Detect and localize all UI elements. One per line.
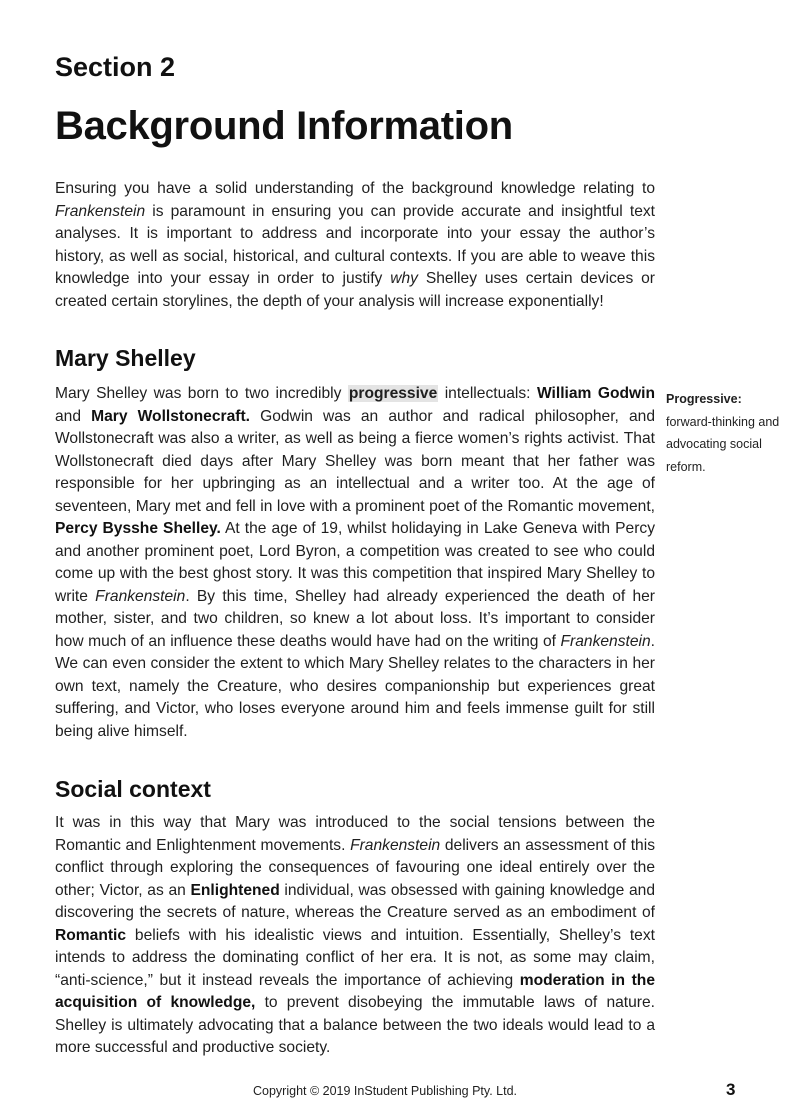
bold-name: Percy Bysshe Shelley. <box>55 520 221 537</box>
intro-text: Ensuring you have a solid understanding of the background knowledge relating to <box>55 180 655 197</box>
book-title: Frankenstein <box>350 836 441 854</box>
body-text: intellectuals: <box>438 385 537 402</box>
body-text: . We can even consider the extent to which Mary Shelley relates to the characters in her own text, namely the Creature, who desires companionship but experiences great suffering, and Victor, who loses everyone around him and feels immense guilt for still being alive himself. <box>55 632 655 740</box>
body-text: Mary Shelley was born to two incredibly <box>55 385 348 402</box>
glossary-term: Progressive: <box>666 392 742 406</box>
mary-shelley-paragraph <box>55 383 655 743</box>
book-title: Frankenstein <box>95 587 186 605</box>
intro-paragraph <box>55 178 655 313</box>
glossary-definition: forward-thinking and advocating social reform. <box>666 414 780 474</box>
body-text: individual, was obsessed with gaining knowledge and discovering the secrets of nature, whereas the Creature served as an embodiment of <box>55 881 655 921</box>
social-context-paragraph <box>55 812 655 1060</box>
bold-term: Romantic <box>55 926 127 944</box>
page-title: Background Information <box>55 104 513 148</box>
glossary-sidenote <box>666 388 781 478</box>
intro-book-title: Frankenstein <box>55 202 146 220</box>
glossary-highlight-term: progressive <box>348 385 438 402</box>
intro-text: Shelley uses certain devices or created certain storylines, the depth of your analysis will increase exponentially! <box>55 270 655 310</box>
body-text: beliefs with his idealistic views and intuition. Essentially, Shelley’s text intends to address the dominating conflict of her era. It is not, as some may claim, “anti-science,” but it instead reveals the importance of achieving <box>55 926 655 989</box>
body-text: and <box>55 407 92 425</box>
body-text: delivers an assessment of this conflict through exploring the consequences of favouring one ideal entirely over the other; Victor, as an <box>55 836 655 899</box>
body-text: It was in this way that Mary was introduced to the social tensions between the Romantic and Enlightenment movements. <box>55 814 655 854</box>
social-context-heading: Social context <box>55 776 211 802</box>
page-footer <box>0 1080 790 1104</box>
bold-name: William Godwin <box>536 385 655 402</box>
body-text: Godwin was an author and radical philosopher, and Wollstonecraft was also a writer, as well as being a fierce women’s rights activist. That Wollstonecraft died days after Mary Shelley was born meant that her father was responsible for her upbringing as an intellectual and a writer too. At the age of seventeen, Mary met and fell in love with a prominent poet of the Romantic movement, <box>55 407 655 515</box>
body-text: At the age of 19, whilst holidaying in Lake Geneva with Percy and another prominent poet, Lord Byron, a competition was created to see who could come up with the best ghost story. It was this competition that inspired Mary Shelley to write <box>55 520 655 605</box>
section-label: Section 2 <box>55 52 176 82</box>
bold-term: Enlightened <box>190 881 280 899</box>
body-text: to prevent disobeying the immutable laws of nature. Shelley is ultimately advocating that a balance between the two ideals would lead to a more successful and productive society. <box>55 994 656 1056</box>
copyright-notice: Copyright © 2019 InStudent Publishing Pty. Ltd. <box>253 1084 518 1098</box>
intro-text: is paramount in ensuring you can provide accurate and insightful text analyses. It is important to address and incorporate into your essay the author’s history, as well as social, historical, and cultural contexts. If you are able to weave this knowledge into your essay in order to justify <box>55 202 655 287</box>
mary-shelley-heading: Mary Shelley <box>55 345 196 371</box>
intro-emphasis: why <box>390 270 418 287</box>
body-text: . By this time, Shelley had already experienced the death of her mother, sister, and two children, so knew a lot about loss. It’s important to consider how much of an influence these deaths would have had on the writing of <box>55 587 655 650</box>
book-title: Frankenstein <box>560 632 651 650</box>
bold-term: moderation in the acquisition of knowledge, <box>55 971 655 1011</box>
page-number: 3 <box>726 1080 736 1099</box>
bold-name: Mary Wollstonecraft. <box>91 407 250 425</box>
